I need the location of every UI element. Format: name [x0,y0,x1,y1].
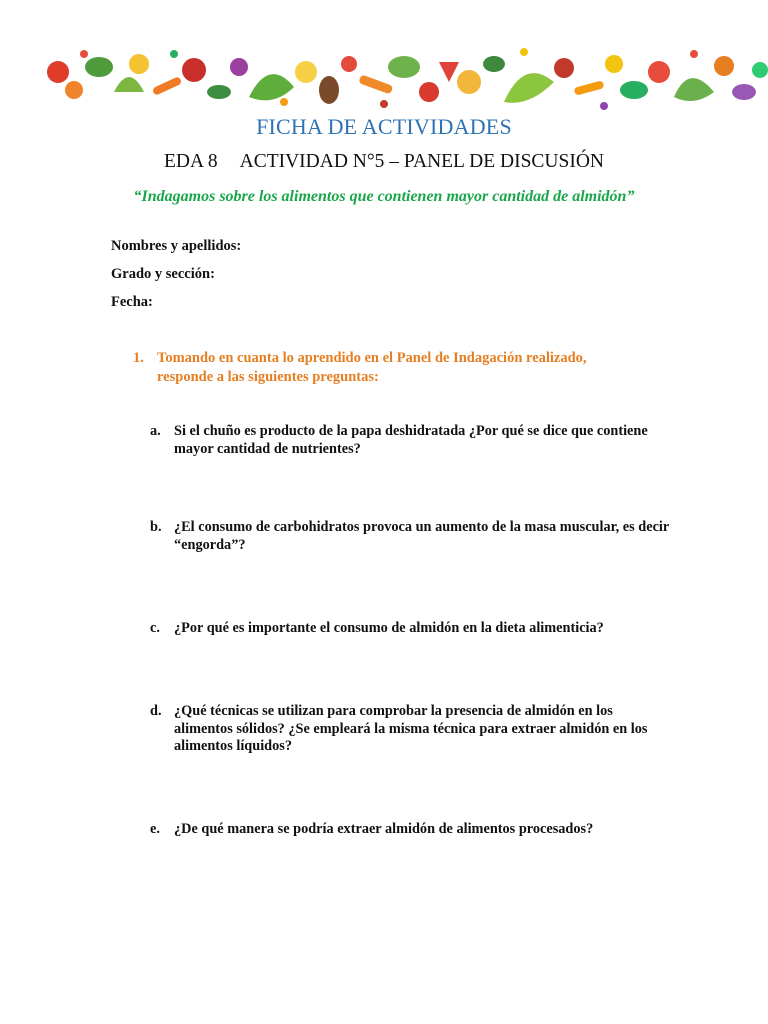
activity-quote: “Indagamos sobre los alimentos que contienen mayor cantidad de almidón” [133,188,635,205]
activity-label: ACTIVIDAD N°5 – PANEL DE DISCUSIÓN [239,151,605,172]
question-text: Si el chuño es producto de la papa deshidratada ¿Por qué se dice que contiene mayor cantidad de nutrientes? [174,423,648,457]
question-d [150,703,670,756]
question-text: ¿Qué técnicas se utilizan para comprobar la presencia de almidón en los alimentos sólidos? ¿Se empleará la misma técnica para extraer almidón en los alimentos líquidos? [174,703,648,754]
field-grade: Grado y sección: [111,266,215,282]
eda-label: EDA 8 [163,151,218,172]
question-text: ¿El consumo de carbohidratos provoca un aumento de la masa muscular, es decir “engorda”? [174,519,669,553]
instruction-text: Tomando en cuanta lo aprendido en el Panel de Indagación realizado, responde a las siguientes preguntas: [157,350,587,385]
vegetables-row [47,48,768,110]
question-letter: c. [150,620,160,636]
question-text: ¿De qué manera se podría extraer almidón de alimentos procesados? [174,821,594,837]
question-c [150,620,670,638]
question-e [150,821,670,839]
question-a [150,423,670,458]
question-letter: e. [150,821,160,837]
question-letter: d. [150,703,162,719]
field-date: Fecha: [111,294,153,310]
vegetables-illustration [44,42,768,112]
field-name: Nombres y apellidos: [111,238,242,254]
page-title: FICHA DE ACTIVIDADES [256,114,512,139]
question-letter: b. [150,519,162,535]
activity-subtitle [0,151,768,173]
vegetable-banner [44,42,768,112]
instruction-1 [133,349,633,387]
question-b [150,519,670,554]
instruction-number: 1. [133,350,144,366]
question-letter: a. [150,423,161,439]
question-text: ¿Por qué es importante el consumo de almidón en la dieta alimenticia? [174,620,604,636]
